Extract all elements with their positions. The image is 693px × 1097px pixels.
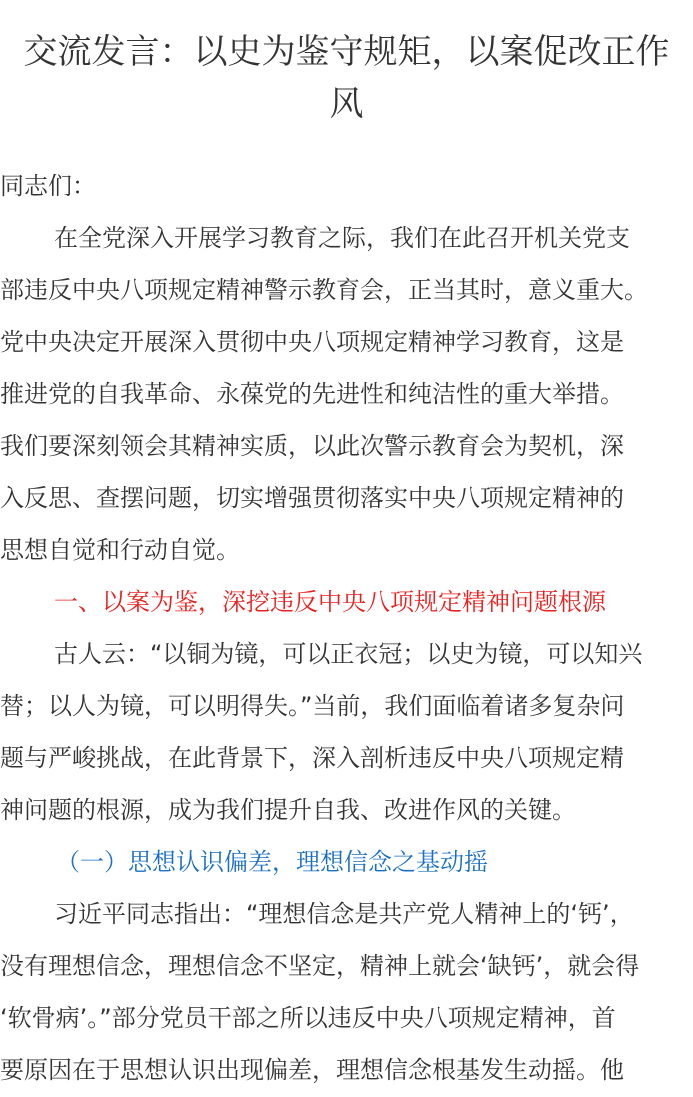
paragraph-line: 推进党的自我革命、永葆党的先进性和纯洁性的重大举措。 — [0, 380, 624, 408]
paragraph-line: 题与严峻挑战，在此背景下，深入剖析违反中央八项规定精 — [0, 744, 624, 772]
paragraph-line: 部违反中央八项规定精神警示教育会，正当其时，意义重大。 — [0, 276, 648, 304]
paragraph-line: 习近平同志指出：“理想信念是共产党人精神上的‘钙’， — [54, 900, 634, 928]
paragraph-line: 没有理想信念，理想信念不坚定，精神上就会‘缺钙’，就会得 — [0, 952, 640, 980]
greeting: 同志们： — [0, 172, 96, 200]
document-body — [0, 160, 693, 1096]
paragraph-line: 神问题的根源，成为我们提升自我、改进作风的关键。 — [0, 796, 576, 824]
subsection-heading: （一）思想认识偏差，理想信念之基动摇 — [56, 848, 488, 876]
paragraph-line: 入反思、查摆问题，切实增强贯彻落实中央八项规定精神的 — [0, 484, 624, 512]
paragraph-line: 思想自觉和行动自觉。 — [0, 536, 240, 564]
paragraph-line: 古人云：“以铜为镜，可以正衣冠；以史为镜，可以知兴 — [54, 640, 643, 668]
paragraph-line: 在全党深入开展学习教育之际，我们在此召开机关党支 — [54, 224, 630, 252]
document-title — [0, 0, 693, 130]
paragraph-line: 替；以人为镜，可以明得失。”当前，我们面临着诸多复杂问 — [0, 692, 625, 720]
title-line-1: 交流发言：以史为鉴守规矩，以案促改正作 — [23, 32, 670, 72]
paragraph-line: 我们要深刻领会其精神实质，以此次警示教育会为契机，深 — [0, 432, 624, 460]
paragraph-line: ‘软骨病’。”部分党员干部之所以违反中央八项规定精神，首 — [0, 1004, 616, 1032]
section-heading: 一、以案为鉴，深挖违反中央八项规定精神问题根源 — [54, 588, 606, 616]
paragraph-line: 党中央决定开展深入贯彻中央八项规定精神学习教育，这是 — [0, 328, 624, 356]
paragraph-line: 要原因在于思想认识出现偏差，理想信念根基发生动摇。他 — [0, 1056, 624, 1084]
title-line-2: 风 — [329, 84, 364, 124]
